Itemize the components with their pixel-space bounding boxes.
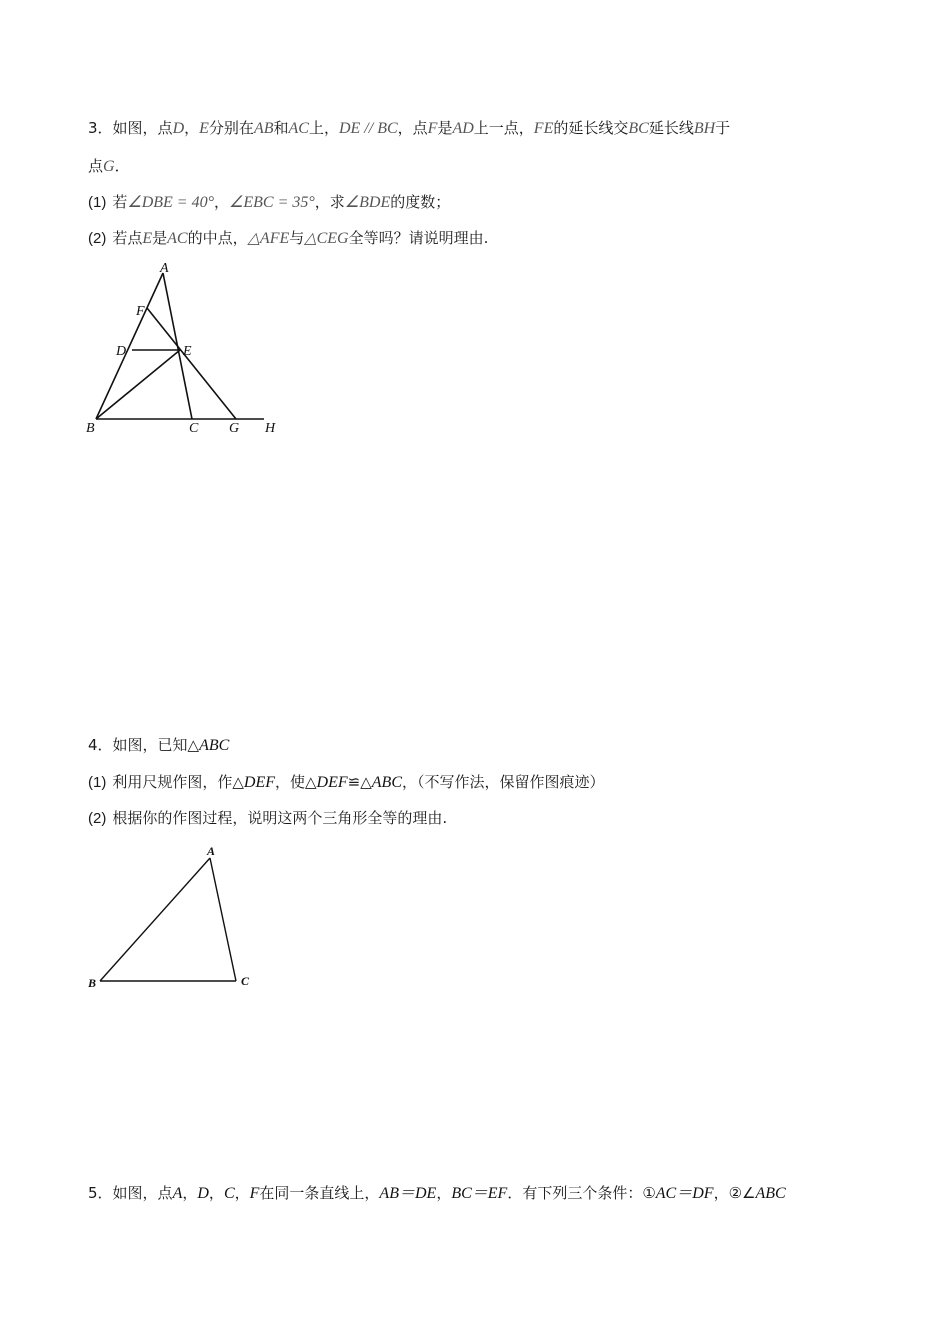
fig2-label-b: B — [88, 976, 97, 990]
q4-text: 利用尺规作图，作△ — [112, 773, 244, 791]
fig2-label-a: A — [207, 844, 216, 858]
q3-angle-dbe: ∠DBE = 40° — [127, 194, 214, 211]
fig1-seg-ab — [96, 273, 163, 419]
fig1-label-d: D — [116, 344, 127, 359]
q3-number: 3． — [88, 119, 113, 137]
q3-text: 如图，点 — [112, 119, 173, 137]
q3-text: 是 — [437, 119, 453, 137]
fig2-seg-ac — [210, 858, 236, 981]
q3-point-e-2: E — [142, 230, 153, 247]
q5-ac-eq-df: AC＝DF — [655, 1185, 714, 1202]
q4-text: ≌△ — [347, 773, 372, 791]
q5-text: ．有下列三个条件：① — [507, 1184, 656, 1202]
q3-part-2-tag: (2) — [88, 230, 107, 247]
q3-triangle-ceg: △CEG — [304, 230, 349, 247]
q3-text: 分别在 — [208, 119, 254, 137]
q3-seg-fe: FE — [533, 120, 554, 137]
fig1-label-g: G — [229, 421, 240, 436]
q4-triangle-abc: ABC — [199, 737, 230, 754]
q4-text: ，使△ — [275, 773, 317, 791]
q3-text: 若点 — [112, 229, 143, 247]
q4-text: 根据你的作图过程，说明这两个三角形全等的理由. — [112, 809, 448, 827]
q3-point-g: G — [103, 158, 115, 175]
q3-text: 全等吗？请说明理由. — [348, 229, 489, 247]
q5-number: 5． — [88, 1184, 113, 1202]
q3-text: 的中点， — [187, 229, 248, 247]
q3-de-parallel-bc: DE // BC — [338, 120, 398, 137]
q5-text: ，②∠ — [713, 1184, 756, 1202]
q5-bc-eq-ef: BC＝EF — [451, 1185, 508, 1202]
q3-text: 和 — [273, 119, 289, 137]
q5-point-d: D — [197, 1185, 209, 1202]
q3-angle-bde: ∠BDE — [344, 194, 391, 211]
q4-triangle-abc-2: ABC — [371, 774, 402, 791]
q5-point-c: C — [223, 1185, 235, 1202]
q5-point-a: A — [172, 1185, 183, 1202]
q4-text: 如图，已知△ — [112, 736, 200, 754]
fig1-seg-fg — [147, 308, 236, 419]
q4-triangle-def: DEF — [243, 774, 275, 791]
q3-seg-bh: BH — [693, 120, 716, 137]
q3-text: ． — [114, 157, 130, 175]
q5-text: ， — [234, 1184, 250, 1202]
q3-text: 延长线 — [648, 119, 694, 137]
q3-text: 点 — [88, 157, 104, 175]
fig2-label-c: C — [241, 974, 250, 988]
fig1-label-b: B — [86, 421, 95, 436]
q5-text: 如图，点 — [112, 1184, 173, 1202]
q3-seg-bc: BC — [628, 120, 649, 137]
q3-text: 是 — [152, 229, 168, 247]
fig1-label-h: H — [265, 421, 276, 436]
q3-text: ，点 — [397, 119, 428, 137]
q3-seg-ac-2: AC — [167, 230, 188, 247]
q4-triangle-def-2: DEF — [316, 774, 348, 791]
q3-text: 上一点， — [473, 119, 534, 137]
q5-ab-eq-de: AB＝DE — [379, 1185, 437, 1202]
q3-text: 的延长线交 — [553, 119, 629, 137]
q3-text: 上， — [308, 119, 339, 137]
fig2-seg-ab — [100, 858, 210, 981]
q4-part-1 — [88, 772, 605, 793]
q3-seg-ad: AD — [452, 120, 474, 137]
q3-point-d: D — [172, 120, 185, 137]
q3-text: ， — [184, 119, 200, 137]
q5-line-1 — [88, 1183, 786, 1204]
fig1-label-a: A — [160, 261, 169, 276]
q3-text: 与 — [289, 229, 305, 247]
q4-number: 4． — [88, 736, 113, 754]
q3-text: ，求 — [314, 193, 345, 211]
q3-seg-ab: AB — [253, 120, 274, 137]
q3-point-f: F — [427, 120, 438, 137]
q5-angle-abc: ABC — [755, 1185, 786, 1202]
q3-triangle-afe: △AFE — [247, 230, 290, 247]
q4-part-2 — [88, 808, 447, 829]
q3-text: ， — [214, 193, 230, 211]
q5-point-f: F — [249, 1185, 260, 1202]
q5-text: ， — [182, 1184, 198, 1202]
fig1-label-c: C — [189, 421, 199, 436]
fig1-label-f: F — [136, 304, 145, 319]
q4-line-1 — [88, 735, 229, 756]
q3-part-1-tag: (1) — [88, 194, 107, 211]
q3-angle-ebc: ∠EBC = 35° — [229, 194, 315, 211]
q4-text: ，（不写作法，保留作图痕迹） — [401, 773, 605, 791]
q4-part-2-tag: (2) — [88, 810, 107, 827]
q4-part-1-tag: (1) — [88, 774, 107, 791]
q3-text: 的度数； — [390, 193, 451, 211]
q3-point-e: E — [199, 120, 209, 137]
q5-text: ， — [208, 1184, 224, 1202]
q3-seg-ac: AC — [288, 120, 309, 137]
q5-text: ， — [436, 1184, 452, 1202]
q5-text: 在同一条直线上， — [259, 1184, 380, 1202]
q3-text: 若 — [112, 193, 128, 211]
fig1-label-e: E — [183, 344, 192, 359]
q3-text: 于 — [715, 119, 731, 137]
fig1-seg-be — [96, 350, 180, 419]
